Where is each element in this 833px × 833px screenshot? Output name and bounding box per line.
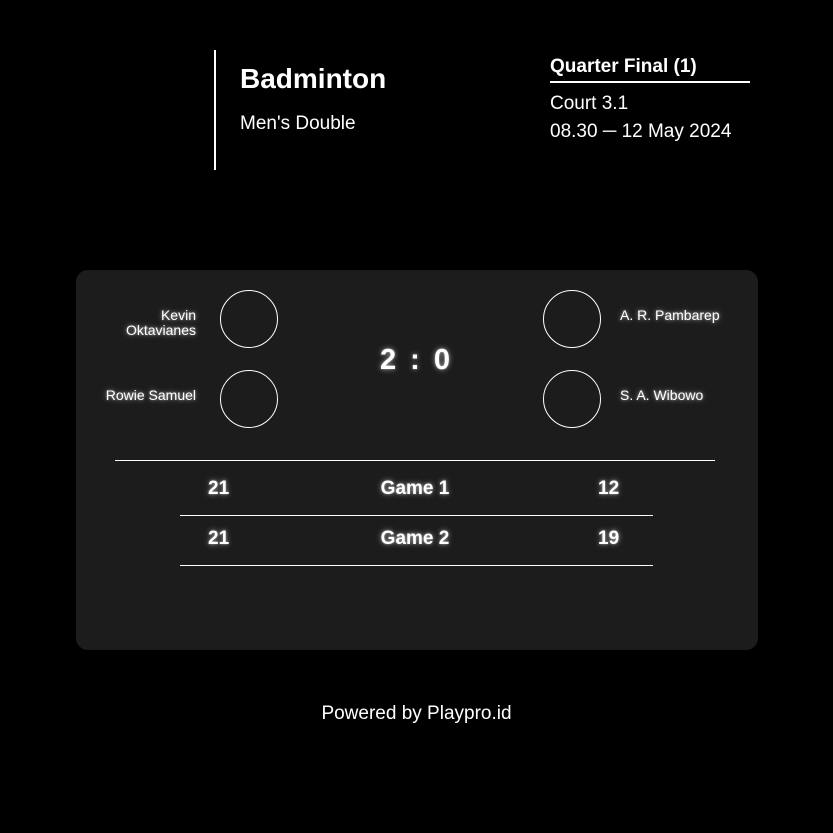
team-b-games-won: 0 bbox=[433, 344, 452, 376]
team-a-player-2-avatar bbox=[220, 370, 278, 428]
score-divider bbox=[115, 460, 715, 461]
team-a-player-1-avatar bbox=[220, 290, 278, 348]
match-score bbox=[366, 340, 466, 380]
team-a-games-won: 2 bbox=[380, 344, 399, 376]
court-label: Court 3.1 bbox=[550, 93, 629, 114]
team-b-player-2-name: S. A. Wibowo bbox=[620, 387, 704, 403]
round-label: Quarter Final (1) bbox=[550, 56, 750, 83]
team-b-player-1-avatar bbox=[543, 290, 601, 348]
score-separator: : bbox=[410, 344, 422, 376]
scoreboard-card bbox=[76, 270, 758, 650]
game-1-score-team-a: 21 bbox=[208, 478, 230, 499]
team-b-player-2-avatar bbox=[543, 370, 601, 428]
team-a-player-2-name: Rowie Samuel bbox=[105, 387, 196, 403]
game-1-label: Game 1 bbox=[380, 478, 450, 499]
game-row-2 bbox=[180, 515, 653, 566]
game-row-1 bbox=[180, 465, 653, 516]
team-b-player-1-name: A. R. Pambarep bbox=[620, 307, 720, 323]
header-divider bbox=[214, 50, 216, 170]
powered-by-footer: Powered by Playpro.id bbox=[321, 703, 512, 724]
game-2-score-team-a: 21 bbox=[208, 528, 230, 549]
sport-title: Badminton bbox=[240, 63, 387, 94]
game-1-score-team-b: 12 bbox=[598, 478, 620, 499]
match-datetime: 08.30 ─ 12 May 2024 bbox=[550, 121, 732, 142]
team-a-player-1-name: Kevin Oktavianes bbox=[125, 307, 196, 338]
game-2-label: Game 2 bbox=[380, 528, 450, 549]
event-category: Men's Double bbox=[240, 113, 356, 134]
game-2-score-team-b: 19 bbox=[598, 528, 620, 549]
